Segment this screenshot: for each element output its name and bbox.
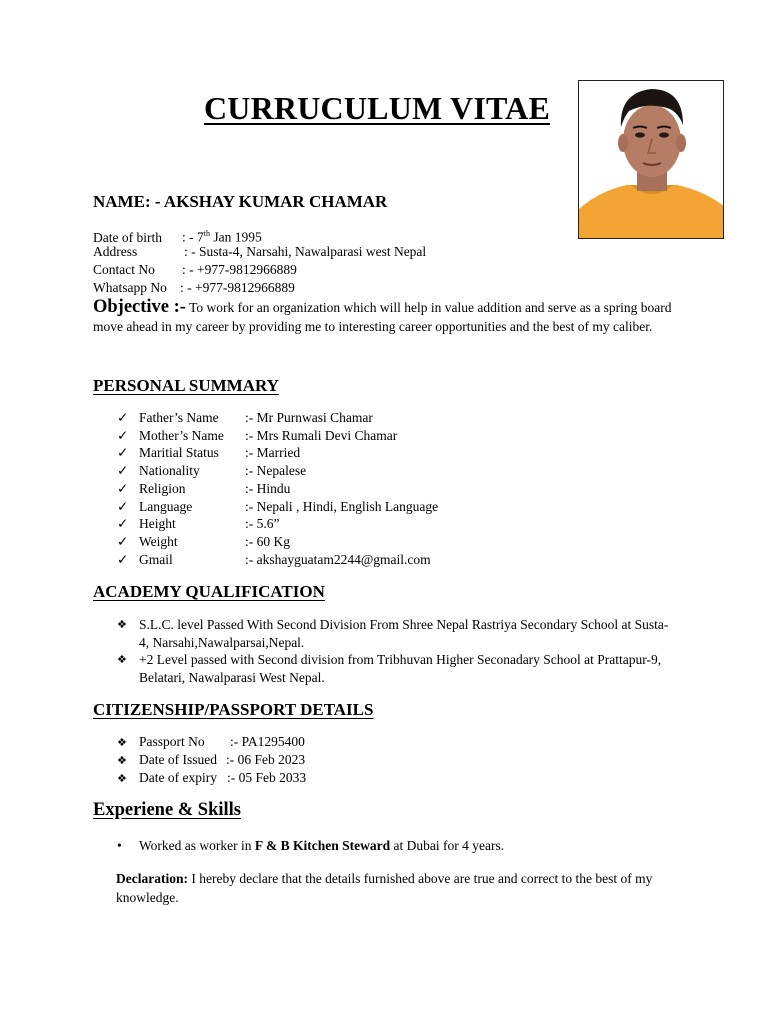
contact-value: +977-9812966889 xyxy=(195,280,295,295)
checkmark-icon: ✓ xyxy=(117,463,129,479)
summary-label: Height xyxy=(139,516,176,532)
diamond-bullet-icon: ❖ xyxy=(117,737,127,749)
experience-heading: Experiene & Skills xyxy=(93,800,242,820)
checkmark-icon: ✓ xyxy=(117,533,129,549)
passport-label: Passport No xyxy=(139,734,205,749)
summary-label: Religion xyxy=(139,480,186,496)
personal-summary-row xyxy=(117,533,290,551)
personal-summary-row xyxy=(117,515,280,533)
diamond-bullet-icon: ❖ xyxy=(117,755,127,767)
summary-value: :- Married xyxy=(245,445,301,461)
checkmark-icon: ✓ xyxy=(117,516,129,532)
candidate-name: NAME: - AKSHAY KUMAR CHAMAR xyxy=(93,192,388,211)
checkmark-icon: ✓ xyxy=(117,427,129,443)
personal-summary-row xyxy=(117,427,397,445)
summary-value: :- akshayguatam2244@gmail.com xyxy=(245,551,431,567)
contact-sep: : - xyxy=(182,262,197,277)
summary-value: :- 5.6” xyxy=(245,516,280,532)
academy-item xyxy=(117,616,677,652)
summary-value: :- Nepali , Hindi, English Language xyxy=(245,498,439,514)
contact-label: Whatsapp No xyxy=(93,280,167,295)
personal-summary-row xyxy=(117,498,438,516)
personal-summary-row xyxy=(117,480,290,498)
summary-label: Weight xyxy=(139,533,178,549)
objective-text: To work for an organization which will help in value addition and serve as a spring board move ahead in my career by providing me to interesting career opportunities and the best of my caliber. xyxy=(93,300,672,334)
contact-sep: : - xyxy=(180,280,195,295)
summary-value: :- Mr Purnwasi Chamar xyxy=(245,410,373,425)
contact-row-whatsapp xyxy=(93,279,295,297)
passport-value: :- 06 Feb 2023 xyxy=(226,752,306,767)
checkmark-icon: ✓ xyxy=(117,480,129,496)
contact-value: Susta-4, Narsahi, Nawalparasi west Nepal xyxy=(199,244,427,259)
diamond-bullet-icon: ❖ xyxy=(117,654,127,666)
contact-label: Contact No xyxy=(93,262,155,277)
contact-value: Jan 1995 xyxy=(209,229,262,245)
diamond-bullet-icon: ❖ xyxy=(117,773,127,785)
academy-item-text: S.L.C. level Passed With Second Division From Shree Nepal Rastriya Secondary School at Susta- 4, Narsahi,Nawalparsai,Nepal. xyxy=(139,617,669,650)
contact-row-address xyxy=(93,243,426,261)
experience-item xyxy=(117,838,504,854)
personal-summary-row xyxy=(117,462,306,480)
diamond-bullet-icon: ❖ xyxy=(117,619,127,631)
summary-label: Nationality xyxy=(139,463,200,479)
summary-label: Father’s Name xyxy=(139,410,219,425)
passport-label: Date of Issued xyxy=(139,752,217,767)
summary-value: :- 60 Kg xyxy=(245,533,290,549)
contact-label: Address xyxy=(93,244,138,259)
contact-label: Date of birth xyxy=(93,229,162,245)
passport-row xyxy=(117,769,306,788)
declaration-label: Declaration: xyxy=(116,871,188,886)
contact-value: +977-9812966889 xyxy=(197,262,297,277)
summary-label: Mother’s Name xyxy=(139,427,224,443)
contact-sup: th xyxy=(203,229,210,238)
passport-value: :- 05 Feb 2033 xyxy=(227,770,307,785)
passport-row xyxy=(117,733,305,752)
contact-row-phone xyxy=(93,261,297,279)
checkmark-icon: ✓ xyxy=(117,445,129,461)
objective-paragraph xyxy=(93,298,683,336)
objective-label: Objective :- xyxy=(93,297,186,317)
checkmark-icon: ✓ xyxy=(117,410,129,425)
document-title: CURRUCULUM VITAE xyxy=(204,90,551,126)
personal-summary-row xyxy=(117,409,373,427)
experience-prefix: Worked as worker in xyxy=(139,838,255,853)
declaration-paragraph xyxy=(116,869,676,907)
summary-label: Gmail xyxy=(139,551,173,567)
summary-value: :- Mrs Rumali Devi Chamar xyxy=(245,427,398,443)
contact-sep: : - xyxy=(184,244,199,259)
contact-sep: : - 7 xyxy=(182,229,204,245)
checkmark-icon: ✓ xyxy=(117,551,129,567)
experience-suffix: at Dubai for 4 years. xyxy=(390,838,505,853)
declaration-text: I hereby declare that the details furnished above are true and correct to the best of my knowledge. xyxy=(116,871,653,905)
checkmark-icon: ✓ xyxy=(117,498,129,514)
personal-summary-row xyxy=(117,551,431,569)
portrait-photo xyxy=(578,80,724,239)
summary-label: Language xyxy=(139,498,193,514)
academy-item-text: +2 Level passed with Second division from Tribhuvan Higher Seconadary School at Prattapur-9, Belatari, Nawalparasi West Nepal. xyxy=(139,652,662,685)
bullet-icon: • xyxy=(117,838,122,853)
summary-label: Maritial Status xyxy=(139,445,219,461)
passport-value: :- PA1295400 xyxy=(230,734,305,749)
passport-label: Date of expiry xyxy=(139,770,217,785)
personal-summary-heading: PERSONAL SUMMARY xyxy=(93,376,279,395)
academy-item xyxy=(117,651,677,687)
passport-row xyxy=(117,751,305,770)
summary-value: :- Hindu xyxy=(245,480,291,496)
citizenship-heading: CITIZENSHIP/PASSPORT DETAILS xyxy=(93,700,374,719)
personal-summary-row xyxy=(117,444,300,462)
academy-heading: ACADEMY QUALIFICATION xyxy=(93,582,325,601)
experience-role: F & B Kitchen Steward xyxy=(254,838,391,853)
summary-value: :- Nepalese xyxy=(245,463,307,479)
